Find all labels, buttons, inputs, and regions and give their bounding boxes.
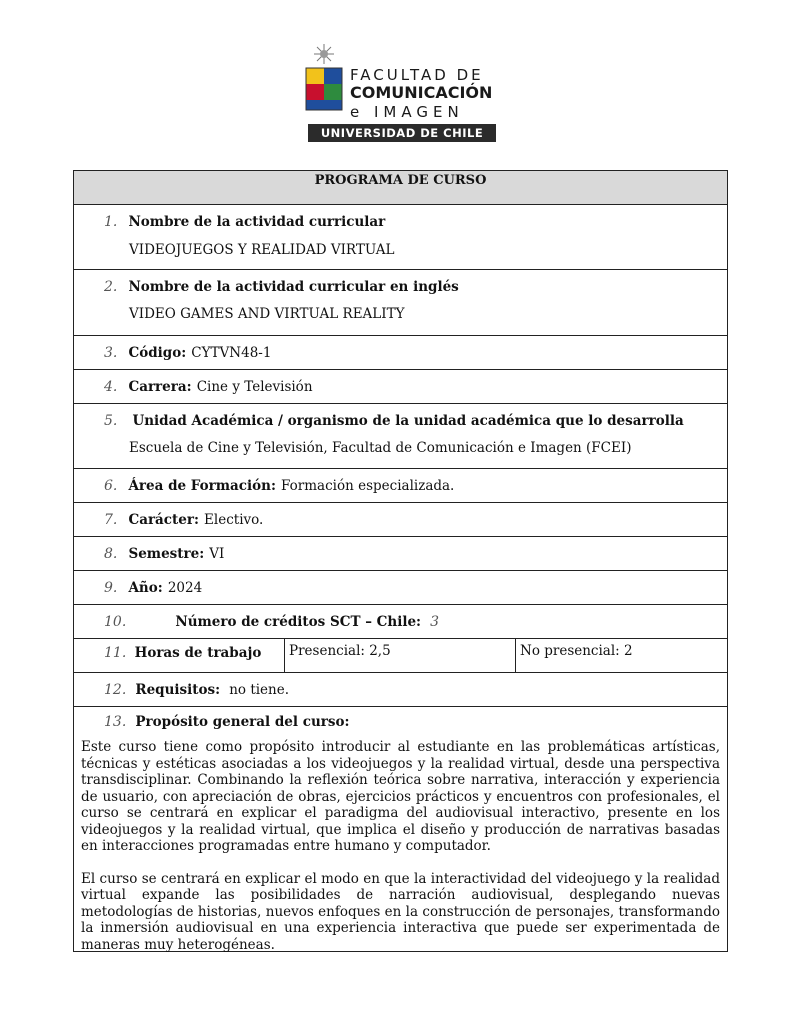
item-label: Número de créditos SCT – Chile: <box>175 614 422 630</box>
item-value: Escuela de Cine y Televisión, Facultad de Comunicación e Imagen (FCEI) <box>129 440 632 456</box>
item-label: Código: <box>128 345 187 361</box>
item-value: Cine y Televisión <box>196 379 313 395</box>
item-value: VI <box>209 546 225 562</box>
row-codigo <box>74 335 727 369</box>
item-label: Nombre de la actividad curricular <box>128 214 386 230</box>
item-value: 3 <box>430 614 440 630</box>
item-label: Nombre de la actividad curricular en inglés <box>128 279 459 295</box>
logo-line-1: FACULTAD DE <box>350 66 484 84</box>
table-header <box>74 171 727 204</box>
item-label: Requisitos: <box>135 682 221 698</box>
item-number: 11. <box>104 645 127 661</box>
item-number: 5. <box>104 413 118 429</box>
item-value: VIDEO GAMES AND VIRTUAL REALITY <box>129 306 405 322</box>
item-value: 2024 <box>167 580 203 596</box>
university-seal-icon <box>304 42 344 122</box>
faculty-logo <box>304 42 496 142</box>
item-label: Carácter: <box>128 512 199 528</box>
row-creditos <box>74 604 727 638</box>
item-value: VIDEOJUEGOS Y REALIDAD VIRTUAL <box>129 242 395 258</box>
item-number: 2. <box>104 279 118 295</box>
item-number: 10. <box>104 614 127 630</box>
presencial-value: Presencial: 2,5 <box>289 643 391 659</box>
logo-band: UNIVERSIDAD DE CHILE <box>308 124 496 142</box>
row-proposito <box>74 706 727 951</box>
item-label: Unidad Académica / organismo de la unidad académica que lo desarrolla <box>132 413 684 429</box>
item-number: 3. <box>104 345 118 361</box>
item-label: Horas de trabajo <box>134 645 262 661</box>
row-area <box>74 468 727 502</box>
row-horas <box>74 638 727 672</box>
paragraph: Este curso tiene como propósito introducir al estudiante en las problemáticas artísticas, técnicas y estéticas asociadas a los videojuegos y la realidad virtual, desde una perspectiva transdisciplinar. Combinando la reflexión teórica sobre narrativa, interacción y experiencia de usuario, con apreciación de obras, ejercicios prácticos y encuentros con profesionales, el curso se centrará en explicar el paradigma del audiovisual interactivo, presente en los videojuegos y la realidad virtual, que implica el diseño y producción de narrativas basadas en interacciones programadas entre humano y computador. <box>81 739 720 854</box>
item-label: Carrera: <box>128 379 192 395</box>
item-number: 9. <box>104 580 118 596</box>
table-title: PROGRAMA DE CURSO <box>314 173 487 188</box>
item-number: 7. <box>104 512 118 528</box>
paragraph: El curso se centrará en explicar el modo en que la interactividad del videojuego y la realidad virtual expande las posibilidades de narración audiovisual, desplegando nuevas metodologías de historias, nuevos enfoques en la construcción de personajes, transformando la inmersión audiovisual en una experiencia interactiva que puede ser experimentada de maneras muy heterogéneas. <box>81 870 720 953</box>
item-number: 6. <box>104 478 118 494</box>
row-caracter <box>74 502 727 536</box>
row-unidad <box>74 403 727 468</box>
row-nombre <box>74 204 727 269</box>
item-value: no tiene. <box>229 682 290 698</box>
row-semestre <box>74 536 727 570</box>
item-number: 4. <box>104 379 118 395</box>
item-number: 13. <box>104 714 127 730</box>
item-label: Área de Formación: <box>128 478 276 494</box>
row-nombre-ingles <box>74 269 727 335</box>
row-requisitos <box>74 672 727 706</box>
logo-line-2: COMUNICACIÓN <box>350 83 493 102</box>
row-carrera <box>74 369 727 403</box>
item-label: Semestre: <box>128 546 205 562</box>
course-program-table <box>73 170 728 952</box>
item-value: Formación especializada. <box>281 478 455 494</box>
no-presencial-value: No presencial: 2 <box>520 643 633 659</box>
purpose-text <box>81 739 720 953</box>
item-label: Propósito general del curso: <box>135 714 350 730</box>
item-number: 12. <box>104 682 127 698</box>
item-value: CYTVN48-1 <box>191 345 272 361</box>
logo-line-3: e IMAGEN <box>350 103 464 121</box>
item-label: Año: <box>128 580 163 596</box>
row-anio <box>74 570 727 604</box>
item-value: Electivo. <box>204 512 264 528</box>
item-number: 8. <box>104 546 118 562</box>
item-number: 1. <box>104 214 118 230</box>
